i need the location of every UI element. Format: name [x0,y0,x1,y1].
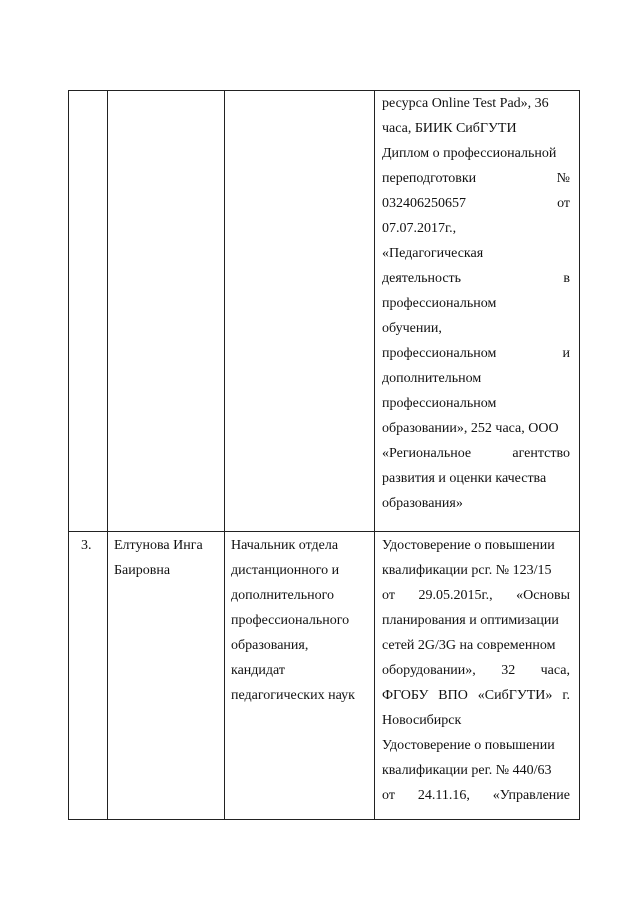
row-number: 3. [81,538,92,553]
employee-name-line: Елтунова Инга [114,538,203,553]
row-divider [69,531,579,532]
qualification-line: ресурса Online Test Pad», 36 [382,96,549,111]
qualification-line: часа, БИИК СибГУТИ [382,121,517,136]
staff-table [68,90,580,820]
qualification-line: обучении, [382,321,442,336]
qualification-line: 032406250657 от [382,196,570,211]
position-line: дополнительного [231,588,334,603]
qualification-line: сетей 2G/3G на современном [382,638,556,653]
position-line: кандидат [231,663,286,678]
qualification-line: оборудовании», 32 часа, [382,663,570,678]
qualification-line: Удостоверение о повышении [382,538,555,553]
qualification-line: Новосибирск [382,713,462,728]
qualification-line: развития и оценки качества [382,471,547,486]
qualification-line: планирования и оптимизации [382,613,559,628]
qualification-line: образования» [382,496,463,511]
qualification-line: 07.07.2017г., [382,221,457,236]
qualification-line: образовании», 252 часа, ООО [382,421,559,436]
column-divider [374,91,375,819]
qualification-line: квалификации рег. № 440/63 [382,763,552,778]
qualification-line: «Педагогическая [382,246,484,261]
position-line: профессионального [231,613,350,628]
qualification-line: от 24.11.16, «Управление [382,788,570,803]
position-line: педагогических наук [231,688,355,703]
qualification-line: «Региональное агентство [382,446,570,461]
qualification-line: профессиональном [382,296,497,311]
qualification-line: дополнительном [382,371,482,386]
qualification-line: профессиональном [382,396,497,411]
qualification-line: Диплом о профессиональной [382,146,557,161]
qualification-line: деятельность в [382,271,570,286]
qualification-line: переподготовки № [382,171,570,186]
column-divider [224,91,225,819]
position-line: образования, [231,638,309,653]
employee-name-line: Баировна [114,563,171,578]
qualification-line: квалификации рсг. № 123/15 [382,563,552,578]
qualification-line: от 29.05.2015г., «Основы [382,588,570,603]
column-divider [107,91,108,819]
position-line: Начальник отдела [231,538,339,553]
qualification-line: Удостоверение о повышении [382,738,555,753]
qualification-line: ФГОБУ ВПО «СибГУТИ» г. [382,688,570,703]
qualification-line: профессиональном и [382,346,570,361]
position-line: дистанционного и [231,563,340,578]
